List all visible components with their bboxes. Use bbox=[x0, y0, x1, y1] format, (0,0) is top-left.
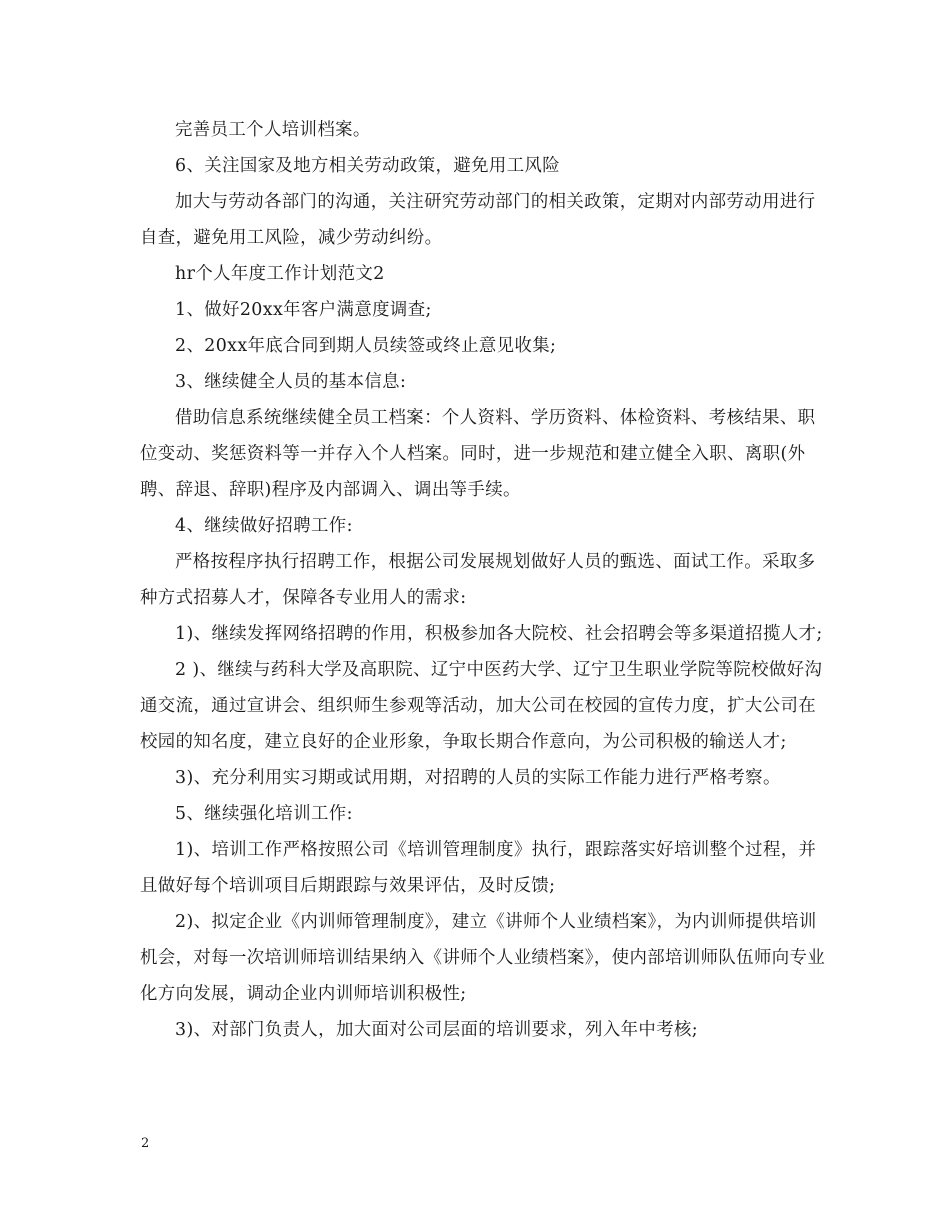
list-item: 2)、拟定企业《内训师管理制度》，建立《讲师个人业绩档案》，为内训师提供培训机会，对每一次培训师培训结果纳入《讲师个人业绩档案》，使内部培训师队伍师向专业化方向发展，调动企业内训师培训积极性; bbox=[140, 912, 826, 1004]
paragraph: 完善员工个人培训档案。 bbox=[175, 120, 371, 140]
section-heading: 3、继续健全人员的基本信息: bbox=[175, 372, 407, 392]
paragraph: 严格按程序执行招聘工作，根据公司发展规划做好人员的甄选、面试工作。采取多种方式招募人才，保障各专业用人的需求: bbox=[140, 552, 816, 608]
list-item: 3)、充分利用实习期或试用期，对招聘的人员的实际工作能力进行严格考察。 bbox=[175, 768, 781, 788]
document-body bbox=[140, 112, 830, 1048]
list-item: 2、20xx年底合同到期人员续签或终止意见收集; bbox=[175, 336, 557, 356]
page-number: 2 bbox=[141, 1136, 150, 1151]
paragraph: 借助信息系统继续健全员工档案：个人资料、学历资料、体检资料、考核结果、职位变动、奖惩资料等一并存入个人档案。同时，进一步规范和建立健全入职、离职(外聘、辞退、辞职)程序及内部调入、调出等手续。 bbox=[140, 408, 816, 500]
section-heading: 6、关注国家及地方相关劳动政策，避免用工风险 bbox=[175, 156, 561, 176]
list-item: 3)、对部门负责人，加大面对公司层面的培训要求，列入年中考核; bbox=[175, 1020, 699, 1040]
list-item: 1、做好20xx年客户满意度调查; bbox=[175, 300, 432, 320]
list-item: 1)、继续发挥网络招聘的作用，积极参加各大院校、社会招聘会等多渠道招揽人才; bbox=[175, 624, 823, 644]
list-item: 1)、培训工作严格按照公司《培训管理制度》执行，跟踪落实好培训整个过程，并且做好每个培训项目后期跟踪与效果评估，及时反馈; bbox=[140, 840, 817, 896]
list-item: 2 )、继续与药科大学及高职院、辽宁中医药大学、辽宁卫生职业学院等院校做好沟通交流，通过宣讲会、组织师生参观等活动，加大公司在校园的宣传力度，扩大公司在校园的知名度，建立良好的企业形象，争取长期合作意向，为公司积极的输送人才; bbox=[140, 660, 823, 752]
section-heading: 5、继续强化培训工作: bbox=[175, 804, 353, 824]
section-heading: 4、继续做好招聘工作: bbox=[175, 516, 353, 536]
paragraph: 加大与劳动各部门的沟通，关注研究劳动部门的相关政策，定期对内部劳动用进行自查，避免用工风险，减少劳动纠纷。 bbox=[140, 192, 816, 248]
document-title: hr个人年度工作计划范文2 bbox=[175, 264, 385, 284]
